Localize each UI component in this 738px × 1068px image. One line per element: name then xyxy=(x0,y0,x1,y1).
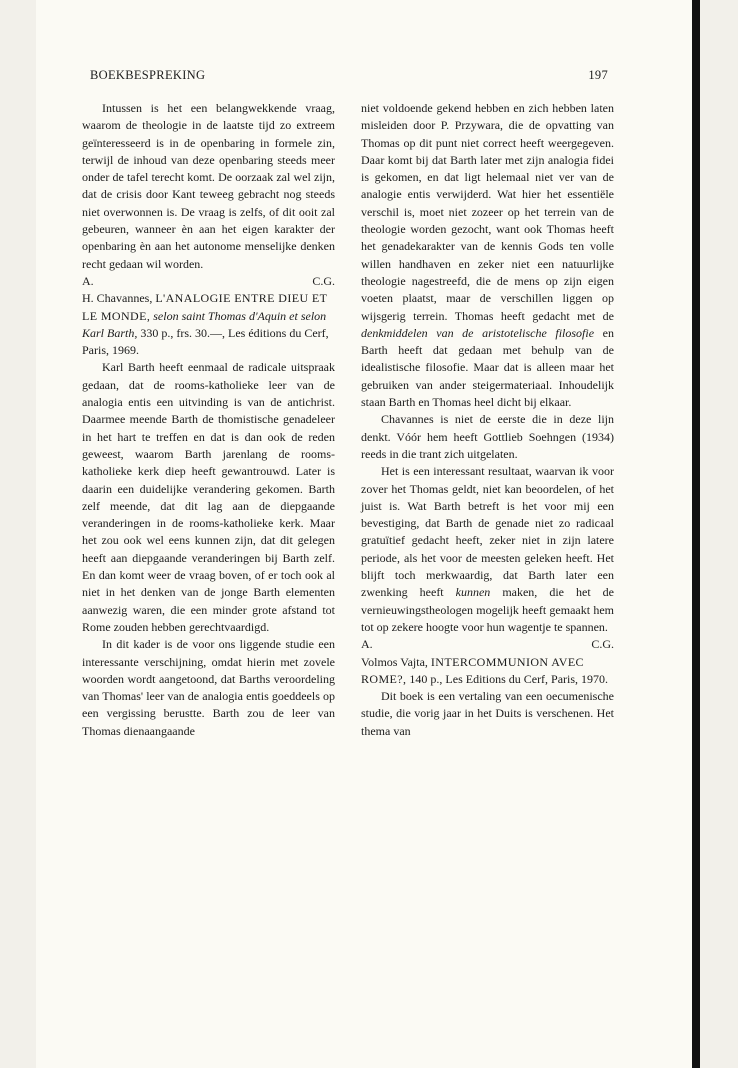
signature-author: C.G. xyxy=(312,273,335,288)
signature xyxy=(82,273,335,290)
book-details: 140 p., Les Editions du Cerf, Paris, 1970. xyxy=(406,671,609,686)
book-title: L'ANALOGIE ENTRE DIEU ET LE MONDE, xyxy=(82,291,328,323)
paragraph: Intussen is het een belangwekkende vraag, waarom de theologie in de laatste tijd zo extreem geïnteresseerd is in de openbaring in formele zin, terwijl de inhoud van deze openbaring steeds meer onder de tafel terecht komt. De oorzaak zal wel zijn, dat de crisis door Kant teweeg gebracht nog steeds niet overwonnen is. De vraag is zelfs, of dit ooit zal gebeuren, wanneer èn aan het eigen karakter der openbaring èn aan het autonome menselijke denken recht gedaan wil worden. xyxy=(82,101,335,271)
book-author: H. Chavannes, xyxy=(82,291,156,306)
book-author: Volmos Vajta, xyxy=(361,654,431,669)
text-run: niet voldoende gekend hebben en zich hebben laten misleiden door P. Przywara, die de opvatting van Thomas op dit punt niet correct heeft weergegeven. Daar komt bij dat Barth later met zijn analogia fidei is gekomen, en dat ligt helemaal niet ver van de analogie entis verwijderd. Wat hier het essentiële verschil is, moet niet zozeer op het terrein van de theologie worden gezocht, want ook Thomas heeft het genadekarakter van de kennis Gods ten volle willen handhaven en zeker niet een natuurlijke theologie nagestreefd, die de mens op zijn eigen voeten plaatst, maar de verschillen liggen op wijsgerig terrein. Thomas heeft gedacht met de xyxy=(361,101,614,323)
paragraph: Chavannes is niet de eerste die in deze lijn denkt. Vóór hem heeft Gottlieb Soehngen (1934) reeds in die trant zich uitgelaten. xyxy=(361,412,614,461)
paragraph xyxy=(361,100,614,411)
book-subtitle: selon saint Thomas d'Aquin et selon Karl Barth, xyxy=(82,308,327,340)
page-number: 197 xyxy=(588,68,608,82)
emphasis: denkmiddelen van de aristotelische filosofie xyxy=(361,325,595,340)
running-header xyxy=(90,68,608,83)
text-run: Het is een interessant resultaat, waarvan ik voor zover het Thomas geldt, niet kan beoordelen, of het juist is. Wat Barth betreft is het voor mij een bevestiging, dat Barth de genade niet zo radicaal gratuïtief gedacht heeft, zeker niet in zijn latere periode, als het voor de meesten geleken heeft. Het blijft toch merkwaardig, dat Barth later een zwenking heeft xyxy=(361,464,614,600)
running-title: BOEKBESPREKING xyxy=(90,68,206,82)
signature-initial: A. xyxy=(82,273,94,288)
emphasis: kunnen xyxy=(455,585,491,600)
signature-initial: A. xyxy=(361,637,373,652)
book-reference xyxy=(361,654,614,689)
text-run: en Barth heeft dat gedaan met behulp van de idealistische filosofie. Maar dat is alleen maar het gebruiken van ander steigermateriaal. Inhoudelijk staan Barth en Thomas heel dicht bij elkaar. xyxy=(361,325,614,410)
book-title: INTERCOMMUNION AVEC ROME?, xyxy=(361,654,584,686)
book-details: 330 p., frs. 30.—, Les éditions du Cerf, Paris, 1969. xyxy=(82,325,329,358)
paragraph: Karl Barth heeft eenmaal de radicale uitspraak gedaan, dat de rooms-katholieke leer van de analogia entis een uitvinding is van de antichrist. Daarmee meende Barth de thomistische genadeleer in het hart te treffen en dat is dan ook de reden geweest, waarom Barth jarenlang de rooms-katholieke kerk diep heeft gewantrouwd. Later is daarin een duidelijke verandering gekomen. Barth zelf meende, dat dit lag aan de diepgaande veranderingen in de rooms-katholieke kerk. Maar het zou ook wel eens kunnen zijn, dat dit gelegen heeft aan diepgaande veranderingen bij Barth zelf. En dan komt weer de vraag boven, of er toch ook al niet in het denken van de jonge Barth elementen aanwezig waren, die een minder grote afstand tot Rome zouden hebben gerechtvaardigd. xyxy=(82,360,335,634)
paragraph xyxy=(361,463,614,636)
paragraph: Dit boek is een vertaling van een oecumenische studie, die vorig jaar in het Duits is verschenen. Het thema van xyxy=(361,689,614,738)
book-reference xyxy=(82,290,335,359)
scan-edge xyxy=(692,0,700,1068)
paragraph: In dit kader is de voor ons liggende studie een interessante verschijning, omdat hierin met zovele woorden wordt aangetoond, dat Barths veroordeling van Thomas' leer van de analogia entis goeddeels op een vergissing berustte. Barth zou de leer van Thomas dienaangaande xyxy=(82,637,335,738)
signature xyxy=(361,636,614,653)
left-column xyxy=(82,100,335,740)
text-run: maken, die het de vernieuwingstheologen mogelijk heeft gemaakt hem tot op zekere hoogte voor hun wagentje te spannen. xyxy=(361,585,614,634)
right-column xyxy=(361,100,614,740)
signature-author: C.G. xyxy=(591,637,614,652)
